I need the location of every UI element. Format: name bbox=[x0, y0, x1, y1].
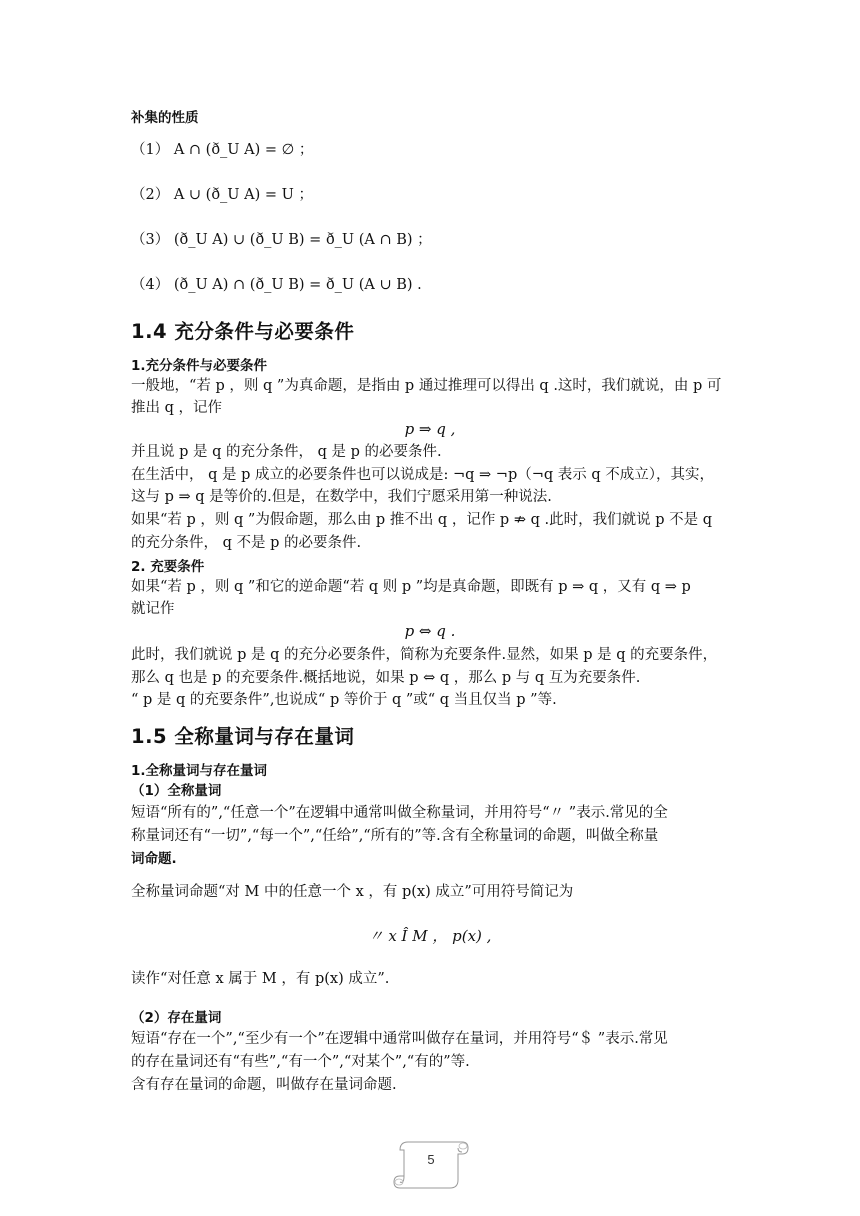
text-line: （2） A ∪ (ð_U A) = U ； bbox=[131, 187, 313, 203]
text-line: 称量词还有“一切”,“每一个”,“任给”,“所有的”等.含有全称量词的命题，叫做全称量 bbox=[131, 828, 659, 844]
text-line: 推出 q ，记作 bbox=[131, 400, 222, 416]
text-line: 的充分条件， q 不是 p 的必要条件. bbox=[131, 535, 362, 551]
text-line: “ p 是 q 的充要条件”,也说成“ p 等价于 q ”或“ q 当且仅当 p ”等. bbox=[131, 692, 557, 708]
subsection-heading: （1）全称量词 bbox=[131, 783, 222, 799]
text-line: 那么 q 也是 p 的充要条件.概括地说，如果 p ⇔ q ，那么 p 与 q 互为充要条件. bbox=[131, 670, 641, 686]
text-line: 如果“若 p ，则 q ”和它的逆命题“若 q 则 p ”均是真命题，即既有 p ⇒ q ，又有 q ⇒ p bbox=[131, 579, 691, 595]
text-line: 全称量词命题“对 M 中的任意一个 x ，有 p(x) 成立”可用符号简记为 bbox=[131, 884, 574, 900]
text-line: 这与 p ⇒ q 是等价的.但是，在数学中，我们宁愿采用第一种说法. bbox=[131, 489, 552, 505]
text-line: 含有存在量词的命题，叫做存在量词命题. bbox=[131, 1077, 397, 1093]
text-line: 在生活中， q 是 p 成立的必要条件也可以说成是: ¬q ⇒ ¬p（¬q 表示 q 不成立），其实， bbox=[131, 467, 715, 483]
centered-formula: 〃 x Î M ， p(x) , bbox=[368, 927, 492, 945]
text-line: （4） (ð_U A) ∩ (ð_U B) = ð_U (A ∪ B) . bbox=[131, 277, 422, 293]
text-line: 的存在量词还有“有些”,“有一个”,“对某个”,“有的”等. bbox=[131, 1054, 470, 1070]
subsection-heading: 补集的性质 bbox=[131, 110, 199, 126]
subsection-heading: 1.全称量词与存在量词 bbox=[131, 763, 268, 779]
section-heading: 1.4 充分条件与必要条件 bbox=[131, 320, 355, 343]
text-line: 短语“存在一个”,“至少有一个”在逻辑中通常叫做存在量词，并用符号“＄ ”表示.常见 bbox=[131, 1031, 668, 1047]
subsection-heading: 2. 充要条件 bbox=[131, 559, 205, 575]
page-number: 5 bbox=[427, 1152, 435, 1167]
centered-formula: p ⇒ q , bbox=[404, 420, 456, 438]
centered-formula: p ⇔ q . bbox=[404, 622, 456, 640]
text-line: 就记作 bbox=[131, 601, 175, 617]
text-line: 如果“若 p ，则 q ”为假命题，那么由 p 推不出 q ，记作 p ⇏ q .此时，我们就说 p 不是 q bbox=[131, 512, 712, 528]
text-line: 短语“所有的”,“任意一个”在逻辑中通常叫做全称量词，并用符号“〃 ”表示.常见的全 bbox=[131, 805, 668, 821]
text-line: 一般地，“若 p ，则 q ”为真命题，是指由 p 通过推理可以得出 q .这时，我们就说，由 p 可 bbox=[131, 378, 722, 394]
text-line: 读作“对任意 x 属于 M ，有 p(x) 成立”. bbox=[131, 971, 390, 987]
subsection-heading: 1.充分条件与必要条件 bbox=[131, 358, 268, 374]
text-line: （1） A ∩ (ð_U A) = ∅ ； bbox=[131, 142, 314, 158]
text-line: 此时，我们就说 p 是 q 的充分必要条件，简称为充要条件.显然，如果 p 是 q 的充要条件， bbox=[131, 647, 718, 663]
text-line: （3） (ð_U A) ∪ (ð_U B) = ð_U (A ∩ B) ； bbox=[131, 232, 432, 248]
subsection-heading: （2）存在量词 bbox=[131, 1010, 222, 1026]
subsection-heading: 词命题. bbox=[131, 851, 177, 867]
section-heading: 1.5 全称量词与存在量词 bbox=[131, 725, 355, 748]
text-line: 并且说 p 是 q 的充分条件， q 是 p 的必要条件. bbox=[131, 444, 442, 460]
